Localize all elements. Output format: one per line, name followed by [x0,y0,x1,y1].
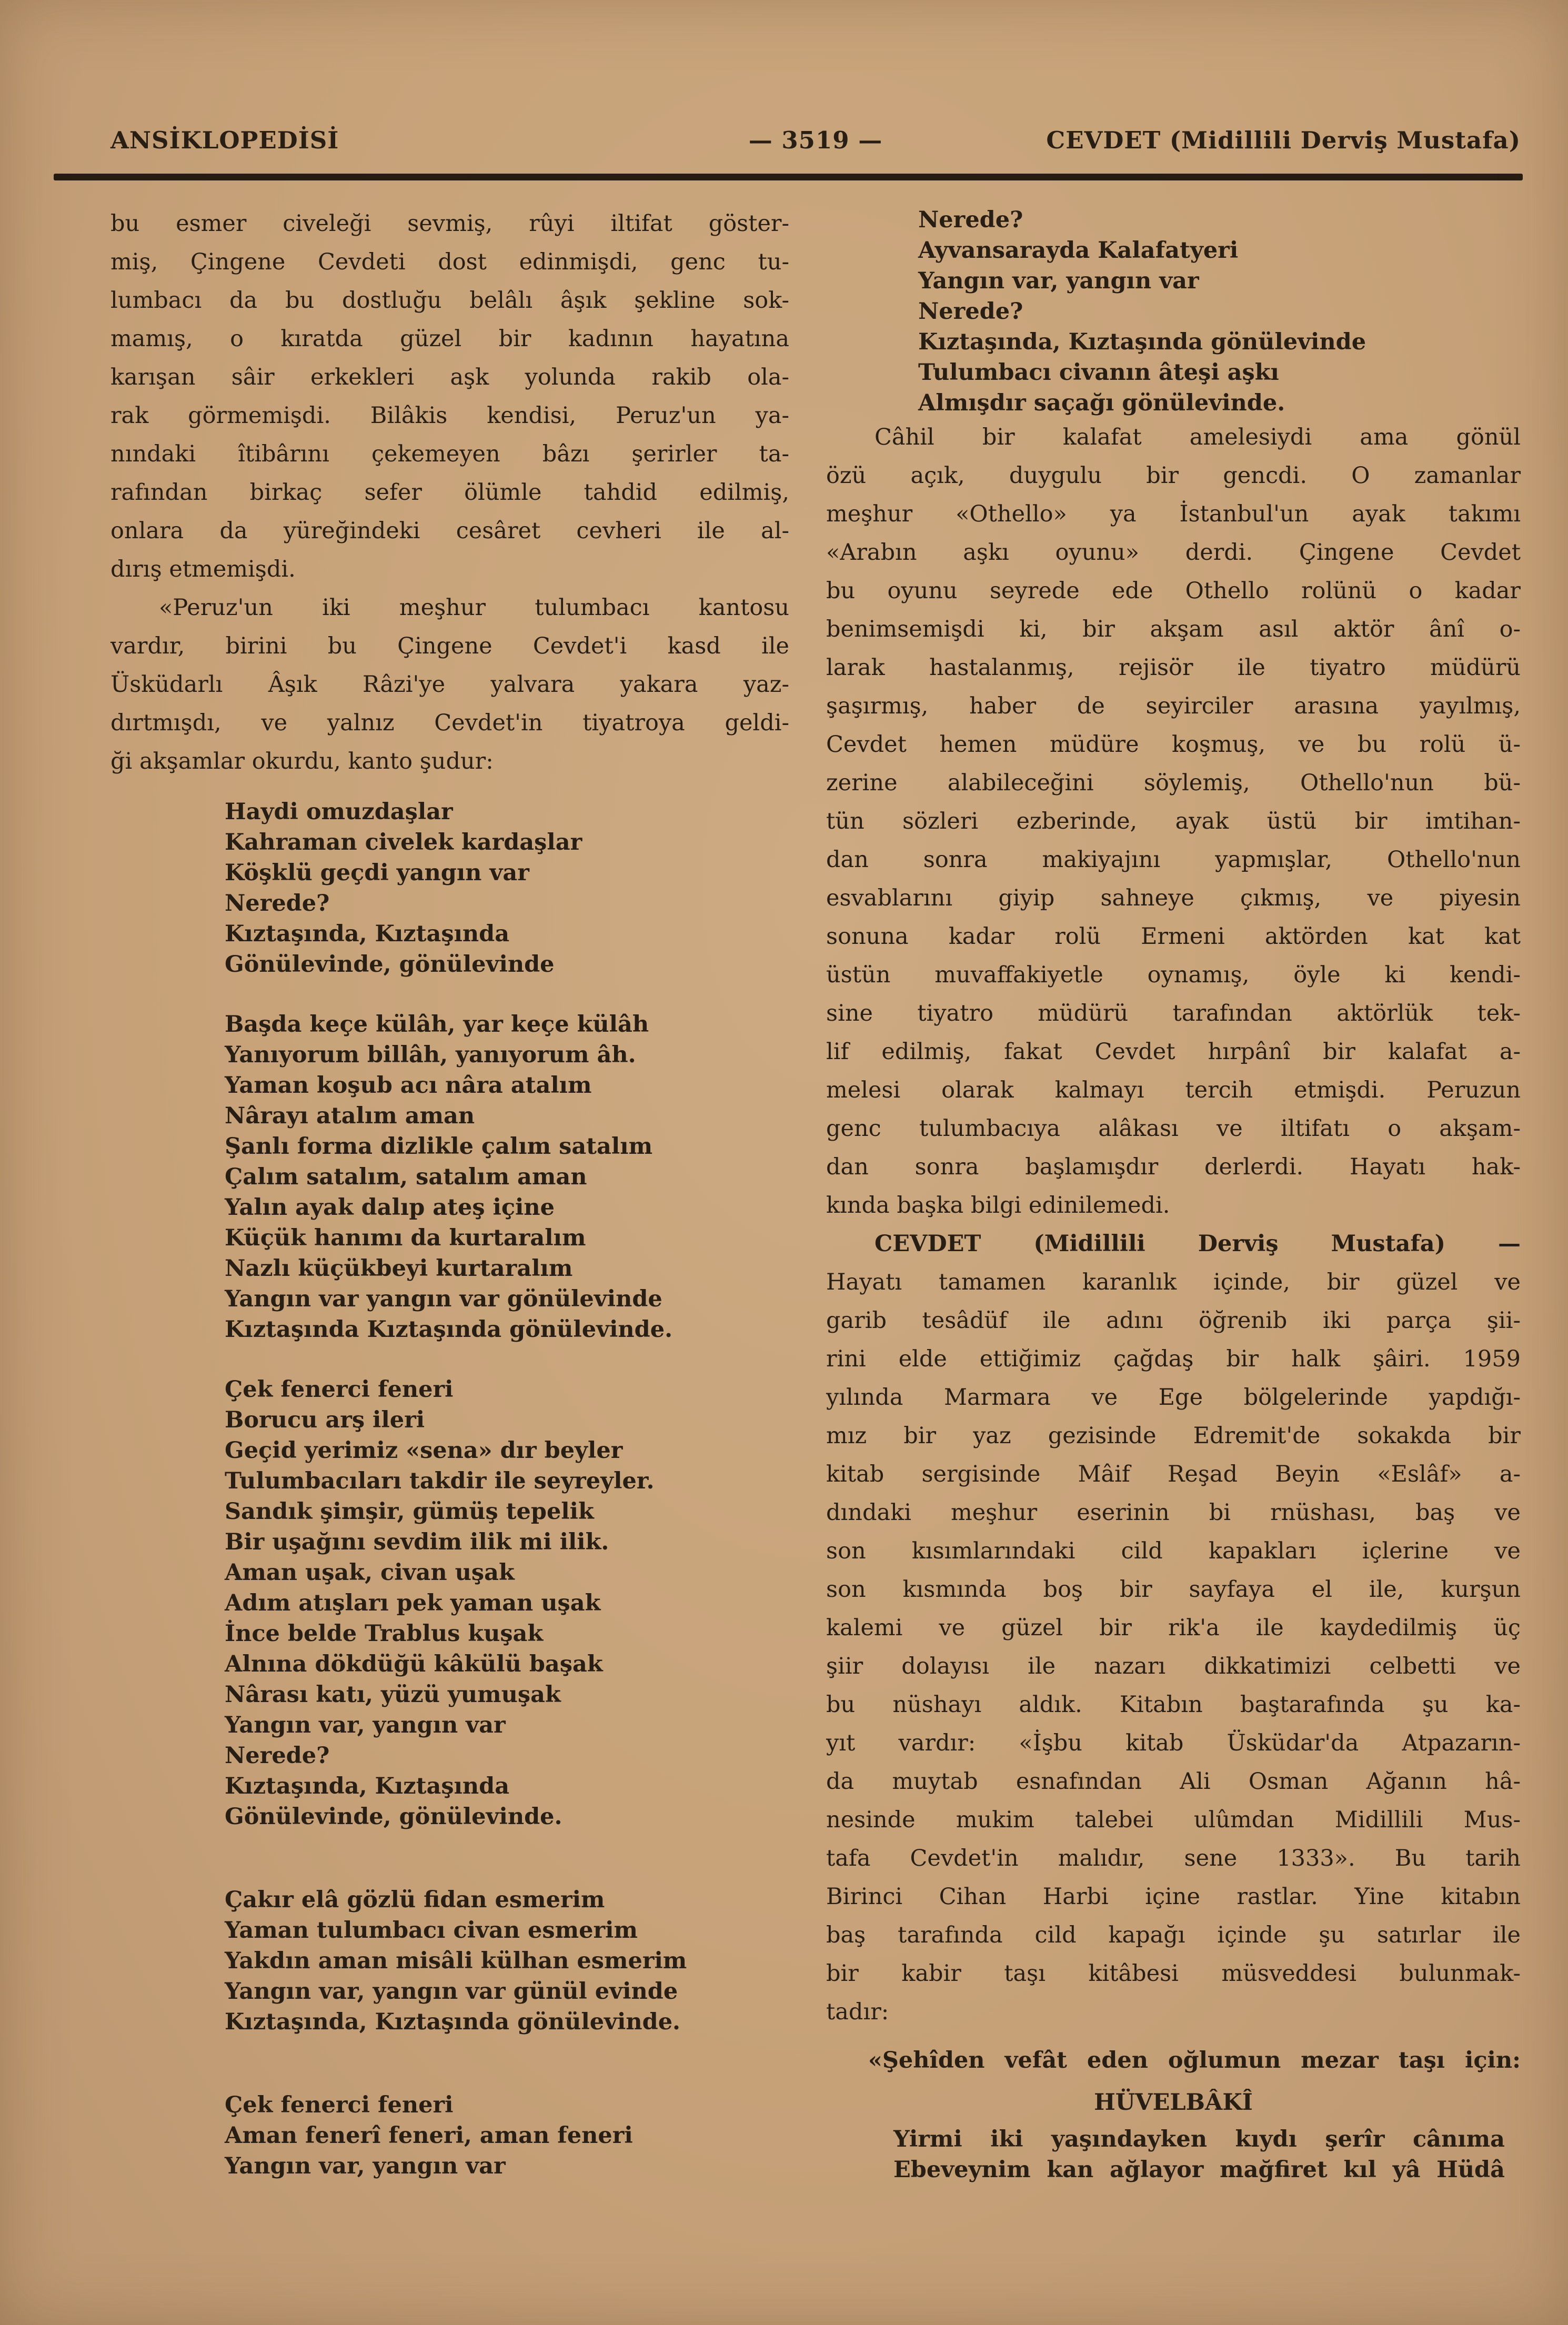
text-line: bu esmer civeleği sevmiş, rûyi iltifat göster- [110,210,789,237]
text-line: lumbacı da bu dostluğu belâlı âşık şekline sok- [110,287,789,314]
poem-stanza [225,1885,789,2037]
text-line: Ayvansarayda Kalafatyeri [918,237,1239,264]
text-line: onlara da yüreğindeki cesâret cevheri ile al- [110,518,789,544]
poem-stanza [918,205,1521,418]
text-line: Cevdet hemen müdüre koşmuş, ve bu rolü ü- [826,731,1521,758]
text-line: baş tarafında cild kapağı içinde şu satırlar ile [826,1922,1521,1948]
text-line: Yangın var, yangın var [225,1712,506,1738]
text-line: Bir uşağını sevdim ilik mi ilik. [225,1529,609,1555]
text-line: Küçük hanımı da kurtaralım [225,1225,586,1251]
text-line: «Peruz'un iki meşhur tulumbacı kantosu [159,595,789,621]
left-column [110,205,789,2185]
text-line: dındaki meşhur eserinin bi rnüshası, baş ve [826,1499,1521,1526]
text-line: bir kabir taşı kitâbesi müsveddesi bulunmak- [826,1960,1521,1987]
text-line: Nârayı atalım aman [225,1103,475,1129]
text-line: Birinci Cihan Harbi içine rastlar. Yine kitabın [826,1884,1521,1910]
text-line: Gönülevinde, gönülevinde. [225,1804,562,1830]
text-line: rini elde ettiğimiz çağdaş bir halk şâiri. 1959 [826,1346,1521,1372]
text-line: mız bir yaz gezisinde Edremit'de sokakda bir [826,1423,1521,1449]
text-line: Tulumbacıları takdir ile seyreyler. [225,1468,655,1494]
text-line: Almışdır saçağı gönülevinde. [918,390,1285,416]
text-line: CEVDET (Midillili Derviş Mustafa) — [875,1231,1521,1257]
text-line: dan sonra başlamışdır derlerdi. Hayatı hak- [826,1154,1521,1180]
text-line: Yaman koşub acı nâra atalım [225,1072,592,1099]
text-line: Yangın var yangın var gönülevinde [225,1286,662,1312]
text-line: Çek fenerci feneri [225,1376,454,1403]
text-line: ği akşamlar okurdu, kanto şudur: [110,748,494,774]
text-line: şaşırmış, haber de seyirciler arasına yayılmış, [826,693,1521,719]
text-line: genc tulumbacıya alâkası ve iltifatı o akşam- [826,1115,1521,1142]
epitaph-heading [826,2087,1521,2118]
text-line: Yirmi iki yaşındayken kıydı şerîr cânıma [893,2126,1505,2152]
text-line: Tulumbacı civanın âteşi aşkı [918,359,1279,386]
text-line: rafından birkaç sefer ölümle tahdid edilmiş, [110,479,789,506]
text-line: mamış, o kıratda güzel bir kadının hayatına [110,326,789,352]
paragraph [826,1225,1521,2031]
text-line: Haydi omuzdaşlar [225,799,453,825]
text-line: Yanıyorum billâh, yanıyorum âh. [225,1042,636,1068]
page-number: — 3519 — [748,126,883,154]
text-line: Yalın ayak dalıp ateş içine [225,1194,555,1221]
text-line: şiir dolayısı ile nazarı dikkatimizi celbetti ve [826,1653,1521,1679]
text-line: Çek fenerci feneri [225,2092,454,2118]
text-line: bu oyunu seyrede ede Othello rolünü o kadar [826,578,1521,604]
text-line: rak görmemişdi. Bilâkis kendisi, Peruz'un ya- [110,402,789,429]
text-line: Çalım satalım, satalım aman [225,1164,587,1190]
text-line: «Şehîden vefât eden oğlumun mezar taşı için: [868,2047,1521,2074]
text-line: kında başka bilgi edinilemedi. [826,1192,1170,1219]
text-line: Borucu arş ileri [225,1407,425,1433]
text-line: Nârası katı, yüzü yumuşak [225,1682,561,1708]
text-line: Hayatı tamamen karanlık içinde, bir güzel ve [826,1269,1521,1295]
epitaph-intro [826,2045,1521,2076]
text-line: karışan sâir erkekleri aşk yolunda rakib ola- [110,364,789,390]
text-line: üstün muvaffakiyetle oynamış, öyle ki kendi- [826,962,1521,988]
text-line: Kahraman civelek kardaşlar [225,829,582,855]
text-line: Gönülevinde, gönülevinde [225,951,555,978]
text-line: miş, Çingene Cevdeti dost edinmişdi, genc tu- [110,249,789,275]
text-line: Yangın var, yangın var [225,2153,506,2179]
text-line: Adım atışları pek yaman uşak [225,1590,601,1616]
text-line: larak hastalanmış, rejisör ile tiyatro müdürü [826,655,1521,681]
text-line: Üsküdarlı Âşık Râzi'ye yalvara yakara yaz- [110,671,789,698]
text-line: Yakdın aman misâli külhan esmerim [225,1948,687,1974]
text-line: «Arabın aşkı oyunu» derdi. Çingene Cevdet [826,539,1521,566]
text-line: Kıztaşında, Kıztaşında [225,1773,510,1799]
journal-title: ANSİKLOPEDİSİ [110,126,339,154]
text-line: lif edilmiş, fakat Cevdet hırpânî bir kalafat a- [826,1039,1521,1065]
text-line: Yaman tulumbacı civan esmerim [225,1917,638,1944]
text-line: Ebeveynim kan ağlayor mağfiret kıl yâ Hüdâ [893,2157,1505,2183]
text-line: Sandık şimşir, gümüş tepelik [225,1498,594,1525]
text-line: kalemi ve güzel bir rik'a ile kaydedilmiş üç [826,1615,1521,1641]
text-line: kitab sergisinde Mâif Reşad Beyin «Eslâf» a- [826,1461,1521,1487]
text-line: Nerede? [225,890,330,917]
text-line: sine tiyatro müdürü tarafından aktörlük tek- [826,1000,1521,1026]
text-line: Kıztaşında, Kıztaşında [225,921,510,947]
text-line: Nerede? [225,1743,330,1769]
text-line: Başda keçe külâh, yar keçe külâh [225,1011,649,1038]
text-line: yıt vardır: «İşbu kitab Üsküdar'da Atpazarın- [826,1730,1521,1756]
text-line: Köşklü geçdi yangın var [225,860,529,886]
right-column [826,205,1521,2185]
text-line: Câhil bir kalafat amelesiydi ama gönül [875,424,1521,450]
text-line: dan sonra makiyajını yapmışlar, Othello'nun [826,847,1521,873]
text-line: benimsemişdi ki, bir akşam asıl aktör ânî o- [826,616,1521,642]
text-line: Çakır elâ gözlü fidan esmerim [225,1887,605,1913]
text-line: son kısımlarındaki cild kapakları içlerine ve [826,1538,1521,1564]
text-line: esvablarını giyip sahneye çıkmış, ve piyesin [826,885,1521,911]
text-line: Nerede? [918,298,1023,325]
epitaph-couplet [826,2124,1521,2185]
text-line: İnce belde Trablus kuşak [225,1621,544,1647]
text-line: HÜVELBÂKÎ [1094,2089,1253,2116]
text-line: Kıztaşında, Kıztaşında gönülevinde [918,329,1366,355]
text-line: Kıztaşında, Kıztaşında gönülevinde. [225,2009,681,2035]
text-line: da muytab esnafından Ali Osman Ağanın hâ- [826,1768,1521,1795]
paragraph [110,205,789,589]
text-line: Kıztaşında Kıztaşında gönülevinde. [225,1316,673,1343]
text-line: tün sözleri ezberinde, ayak üstü bir imtihan- [826,808,1521,834]
text-line: Şanlı forma dizlikle çalım satalım [225,1133,653,1160]
text-line: tafa Cevdet'in malıdır, sene 1333». Bu tarih [826,1845,1521,1871]
text-line: Aman fenerî feneri, aman feneri [225,2122,633,2149]
poem-stanza [225,1374,789,1832]
text-line: zerine alabileceğini söylemiş, Othello'nun bü- [826,770,1521,796]
text-line: Yangın var, yangın var [918,268,1199,294]
text-line: Nerede? [918,207,1023,233]
poem-stanza [225,1009,789,1345]
text-line: bu nüshayı aldık. Kitabın baştarafında şu ka- [826,1692,1521,1718]
page-header [110,125,1521,156]
text-line: Alnına dökdüğü kâkülü başak [225,1651,603,1677]
text-line: Aman uşak, civan uşak [225,1559,515,1586]
text-line: Geçid yerimiz «sena» dır beyler [225,1437,623,1464]
text-line: Nazlı küçükbeyi kurtaralım [225,1255,573,1282]
text-line: dırış etmemişdi. [110,556,296,582]
text-line: meşhur «Othello» ya İstanbul'un ayak takımı [826,501,1521,527]
text-line: tadır: [826,1999,889,2025]
poem-stanza [225,797,789,980]
text-columns [110,205,1521,2185]
text-line: vardır, birini bu Çingene Cevdet'i kasd ile [110,633,789,659]
text-line: Yangın var, yangın var günül evinde [225,1978,678,2005]
text-line: garib tesâdüf ile adını öğrenib iki parça şii- [826,1307,1521,1334]
text-line: yılında Marmara ve Ege bölgelerinde yapdığı- [826,1384,1521,1411]
entry-title-header: CEVDET (Midillili Derviş Mustafa) [1046,126,1521,154]
paragraph [826,418,1521,1225]
text-line: nesinde mukim talebei ulûmdan Midillili Mus- [826,1807,1521,1833]
paragraph [110,589,789,781]
text-line: dırtmışdı, ve yalnız Cevdet'in tiyatroya geldi- [110,710,789,736]
text-line: özü açık, duygulu bir gencdi. O zamanlar [826,462,1521,489]
header-divider-rule [54,174,1523,180]
text-line: sonuna kadar rolü Ermeni aktörden kat kat [826,923,1521,950]
text-line: nındaki îtibârını çekemeyen bâzı şerirler ta- [110,441,789,467]
text-line: son kısmında boş bir sayfaya el ile, kurşun [826,1576,1521,1603]
text-line: melesi olarak kalmayı tercih etmişdi. Peruzun [826,1077,1521,1103]
poem-stanza [225,2090,789,2181]
